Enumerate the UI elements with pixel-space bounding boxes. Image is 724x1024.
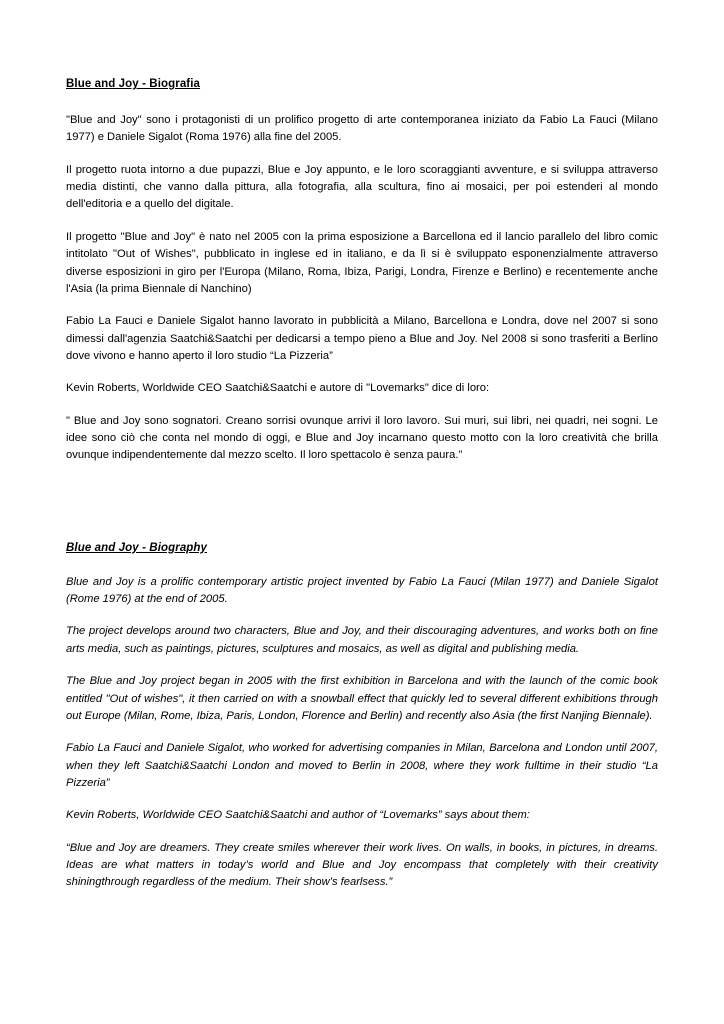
english-paragraph-4: Fabio La Fauci and Daniele Sigalot, who worked for advertising companies in Milan, Barcelona and London until 2007, when they left Saatchi&Saatchi London and moved to Berlin in 2008, where they work fulltime in their studio “La Pizzeria” [66, 742, 658, 789]
italian-paragraph-2: Il progetto ruota intorno a due pupazzi, Blue e Joy appunto, e le loro scoraggianti avventure, e si sviluppa attraverso media distinti, che vanno dalla pittura, alla fotografia, alla scultura, fino ai mosaici, per poi estenderi al mondo dell'editoria e a quello del digitale. [66, 163, 658, 211]
italian-heading: Blue and Joy - Biografia [66, 78, 201, 90]
italian-paragraph-4: Fabio La Fauci e Daniele Sigalot hanno lavorato in pubblicità a Milano, Barcellona e Londra, dove nel 2007 si sono dimessi dall'agenzia Saatchi&Saatchi per dedicarsi a tempo pieno a Blue and Joy. Nel 2008 si sono trasferiti a Berlino dove vivono e hanno aperto il loro studio “La Pizzeria” [66, 315, 658, 362]
english-heading: Blue and Joy - Biography [66, 541, 208, 554]
italian-paragraph-3: Il progetto "Blue and Joy" è nato nel 2005 con la prima esposizione a Barcellona ed il lancio parallelo del libro comic intitolato "Out of Wishes", pubblicato in inglese ed in italiano, e da lì si è sviluppato esponenzialmente attraverso diverse esposizioni in giro per l'Europa (Milano, Roma, Ibiza, Parigi, Londra, Firenze e Berlino) e recentemente anche l'Asia (la prima Biennale di Nanchino) [66, 230, 658, 295]
english-biography-section [66, 542, 658, 892]
italian-paragraph-1: "Blue and Joy" sono i protagonisti di un prolifico progetto di arte contemporanea iniziato da Fabio La Fauci (Milano 1977) e Daniele Sigalot (Roma 1976) alla fine del 2005. [66, 114, 658, 144]
english-paragraph-1: Blue and Joy is a prolific contemporary artistic project invented by Fabio La Fauci (Milan 1977) and Daniele Sigalot (Rome 1976) at the end of 2005. [66, 575, 658, 606]
section-spacer [66, 480, 658, 542]
italian-paragraph-5: Kevin Roberts, Worldwide CEO Saatchi&Saatchi e autore di "Lovemarks" dice di loro: [66, 382, 490, 395]
english-paragraph-2: The project develops around two characters, Blue and Joy, and their discouraging adventures, and works both on fine arts media, such as paintings, pictures, sculptures and mosaics, as well as digital and publishing media. [66, 625, 658, 655]
english-paragraph-3: The Blue and Joy project began in 2005 with the first exhibition in Barcelona and with the launch of the comic book entitled "Out of wishes", it then carried on with a snowball effect that quickly led to several different exhibitions through out Europe (Milan, Rome, Ibiza, Paris, London, Florence and Berlin) and recently also Asia (the first Nanjing Biennale). [66, 675, 658, 722]
italian-paragraph-6: " Blue and Joy sono sognatori. Creano sorrisi ovunque arrivi il loro lavoro. Sui muri, sui libri, nei quadri, nei sogni. Le idee sono ciò che conta nel mondo di oggi, e Blue and Joy incarnano questo motto con la loro creatività che brilla ovunque indipendentemente dal mezzo scelto. Il loro spettacolo è senza paura." [66, 414, 658, 462]
italian-biography-section [66, 78, 658, 465]
english-paragraph-6: “Blue and Joy are dreamers. They create smiles wherever their work lives. On walls, in books, in pictures, in dreams. Ideas are what matters in today’s world and Blue and Joy encompass that completely with their creativity shiningthrough regardless of the medium. Their show’s fearlsess.” [66, 841, 658, 889]
english-paragraph-5: Kevin Roberts, Worldwide CEO Saatchi&Saatchi and author of “Lovemarks” says about them: [66, 809, 530, 822]
